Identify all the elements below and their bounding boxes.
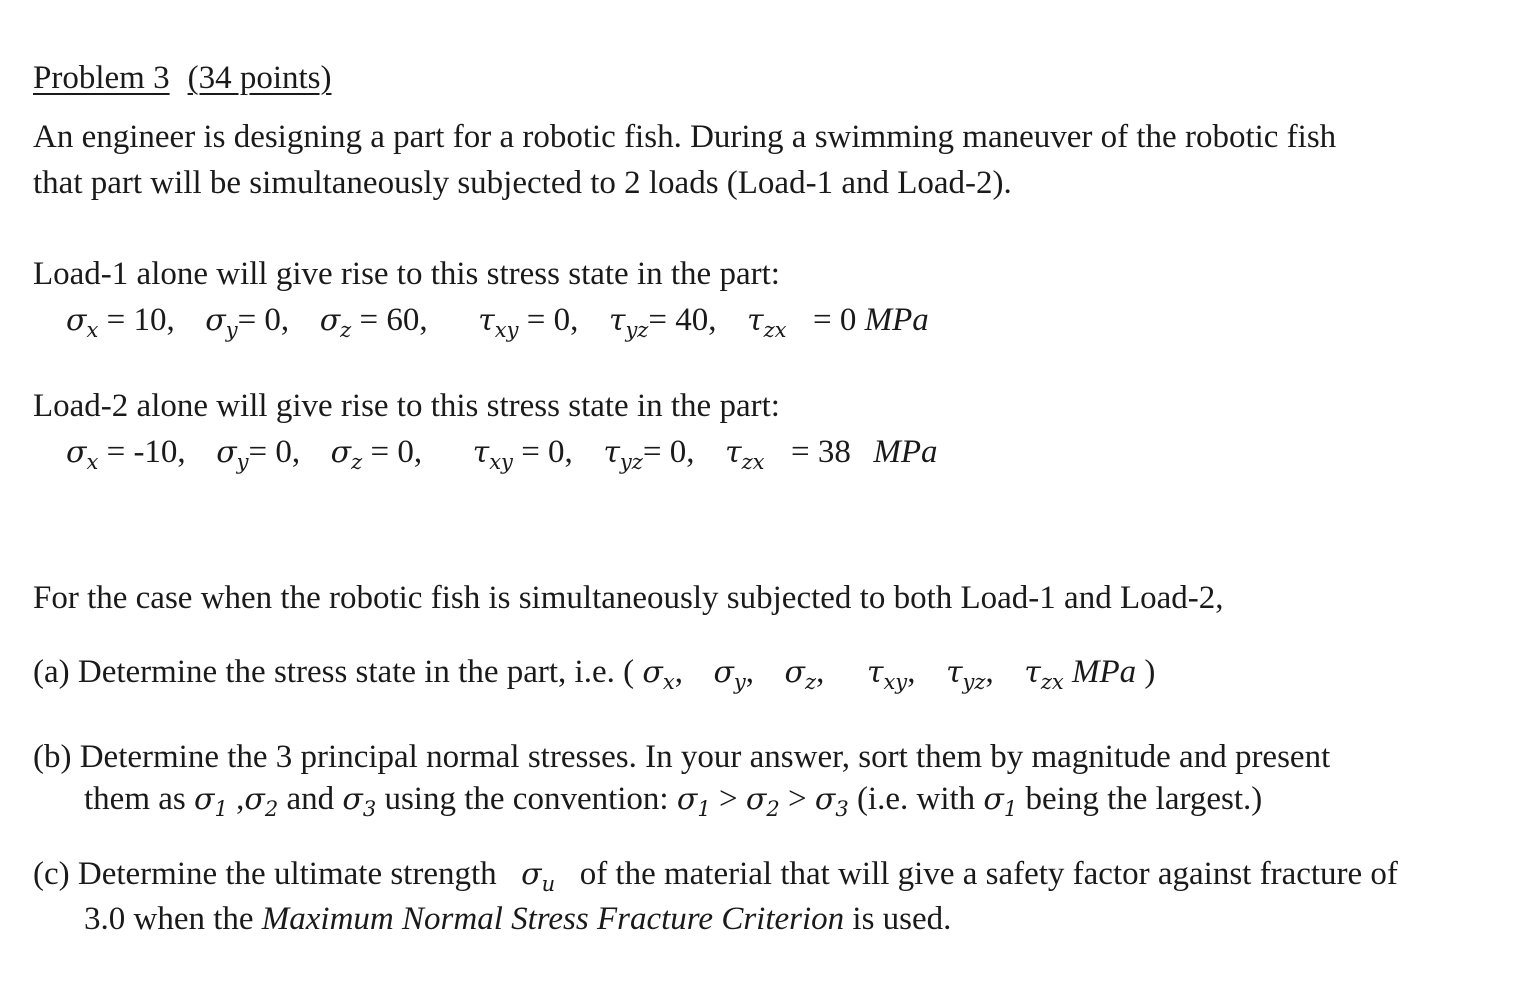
intro-line-2: that part will be simultaneously subjected to 2 loads (Load-1 and Load-2).	[33, 165, 1012, 201]
tau-xy-symbol: $\tau_{xy}$	[478, 303, 519, 342]
sigma-x-symbol: $\sigma_x$	[66, 435, 99, 474]
part-a-prefix: (a) Determine the stress state in the part, i.e. (	[33, 654, 635, 690]
load2-tau-zx-value: = 38	[791, 434, 851, 470]
sigma-x-symbol: $\sigma_x$	[642, 655, 675, 694]
sigma-x-symbol: $\sigma_x$	[66, 303, 99, 342]
sigma-u-symbol: $\sigma_u$	[521, 857, 556, 896]
load2-sigma-x-value: = -10,	[106, 434, 186, 470]
part-c-line-1: (c) Determine the ultimate strength $\sigma_u$ of the material that will give a safety factor against fracture of	[33, 856, 1398, 896]
sigma-3-symbol: $\sigma_3$	[814, 782, 849, 821]
sigma-y-symbol: $\sigma_y$	[216, 435, 249, 474]
load1-tau-xy-value: = 0,	[526, 302, 579, 338]
load1-stress-equation	[66, 300, 929, 341]
load2-sigma-z-value: = 0,	[370, 434, 423, 470]
sigma-y-symbol: $\sigma_y$	[713, 655, 746, 694]
load1-sigma-x-value: = 10,	[106, 302, 175, 338]
part-a-unit: MPa	[1072, 654, 1137, 690]
sigma-2-symbol: $\sigma_2$	[244, 782, 279, 821]
criterion-name: Maximum Normal Stress Fracture Criterion	[261, 901, 845, 937]
tau-yz-symbol: $\tau_{yz}$	[608, 303, 649, 342]
tau-xy-symbol: $\tau_{xy}$	[866, 655, 908, 694]
part-a: (a) Determine the stress state in the part, i.e. ( $\sigma_x$, $\sigma_y$, $\sigma_z$, $\tau_{xy}$, $\tau_{yz}$, $\tau_{zx}$ MPa )	[33, 654, 1156, 694]
load1-sigma-z-value: = 60,	[359, 302, 428, 338]
load1-sigma-y-value: = 0,	[237, 302, 290, 338]
sigma-y-symbol: $\sigma_y$	[205, 303, 238, 342]
sigma-1-symbol: $\sigma_1$	[676, 782, 711, 821]
load1-tau-zx-value: = 0	[813, 302, 857, 338]
tau-yz-symbol: $\tau_{yz}$	[603, 435, 643, 474]
sigma-1-symbol: $\sigma_1$	[193, 782, 228, 821]
load2-unit: MPa	[873, 434, 938, 470]
tau-zx-symbol: $\tau_{zx}$	[1024, 655, 1064, 694]
part-c-line-2: 3.0 when the Maximum Normal Stress Fracture Criterion is used.	[84, 901, 952, 937]
sigma-z-symbol: $\sigma_z$	[784, 655, 817, 694]
problem-label: Problem 3	[33, 60, 170, 96]
part-b-line-2: them as $\sigma_1$ $,\sigma_2$ and $\sigma_3$ using the convention: $\sigma_1 > \sigma_2 > \sigma_3$ (i.e. with $\sigma_1$ being the largest.)	[84, 781, 1263, 821]
load1-tau-yz-value: = 40,	[648, 302, 717, 338]
problem-title	[33, 58, 332, 98]
load2-tau-xy-value: = 0,	[521, 434, 573, 470]
load1-heading: Load-1 alone will give rise to this stress state in the part:	[33, 256, 780, 292]
sigma-z-symbol: $\sigma_z$	[319, 303, 352, 342]
tau-xy-symbol: $\tau_{xy}$	[472, 435, 513, 474]
load2-heading: Load-2 alone will give rise to this stress state in the part:	[33, 388, 780, 424]
tau-zx-symbol: $\tau_{zx}$	[747, 303, 787, 342]
load2-stress-equation	[66, 432, 938, 473]
case-statement: For the case when the robotic fish is simultaneously subjected to both Load-1 and Load-2,	[33, 580, 1224, 616]
part-b-line-1: (b) Determine the 3 principal normal stresses. In your answer, sort them by magnitude and present	[33, 739, 1331, 775]
sigma-1-symbol: $\sigma_1$	[983, 782, 1018, 821]
tau-zx-symbol: $\tau_{zx}$	[724, 435, 765, 474]
problem-points: (34 points)	[187, 60, 332, 96]
load2-tau-yz-value: = 0,	[642, 434, 695, 470]
intro-line-1: An engineer is designing a part for a robotic fish. During a swimming maneuver of the robotic fish	[33, 119, 1337, 155]
sigma-2-symbol: $\sigma_2$	[745, 782, 780, 821]
load1-unit: MPa	[864, 302, 929, 338]
tau-yz-symbol: $\tau_{yz}$	[945, 655, 986, 694]
part-a-suffix: )	[1144, 654, 1156, 690]
sigma-3-symbol: $\sigma_3$	[342, 782, 377, 821]
load2-sigma-y-value: = 0,	[248, 434, 301, 470]
sigma-z-symbol: $\sigma_z$	[330, 435, 363, 474]
